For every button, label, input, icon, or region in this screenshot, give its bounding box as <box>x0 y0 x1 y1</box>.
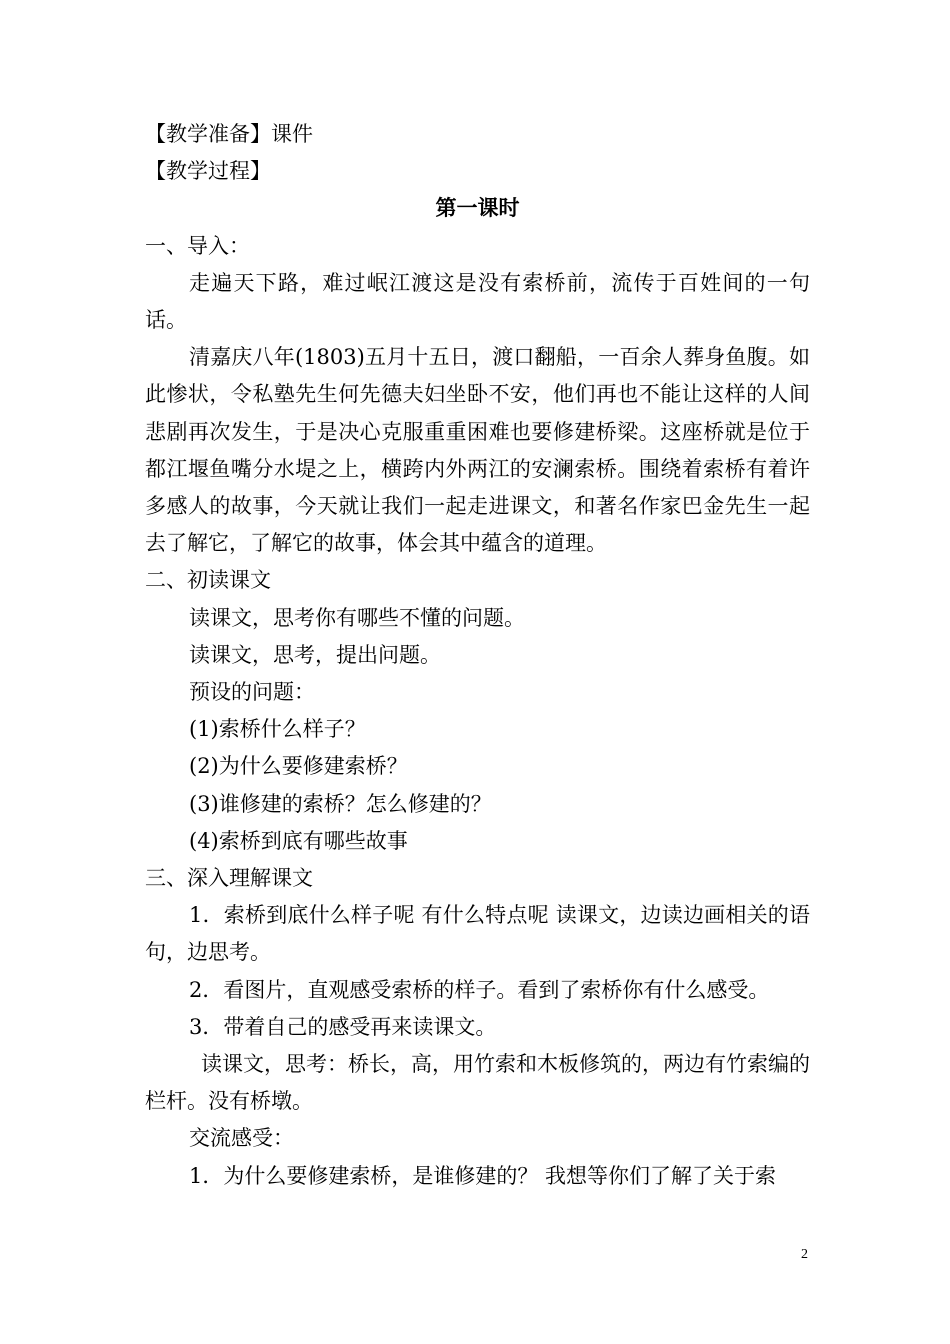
section-heading-first-reading: 二、初读课文 <box>145 568 271 593</box>
section-heading-intro: 一、导入： <box>145 233 250 258</box>
teaching-process-line: 【教学过程】 <box>145 159 271 184</box>
deep-reading-paragraph-6: 1．为什么要修建索桥，是谁修建的？ 我想等你们了解了关于索 <box>189 1163 777 1188</box>
teaching-prep-line: 【教学准备】课件 <box>145 122 313 146</box>
question-3: (3)谁修建的索桥？怎么修建的？ <box>189 791 492 816</box>
deep-reading-paragraph-3: 3．带着自己的感受再来读课文。 <box>189 1014 497 1039</box>
deep-reading-paragraph-1: 1．索桥到底什么样子呢 有什么特点呢 读课文，边读边画相关的语句，边思考。 <box>145 903 810 965</box>
first-reading-line-1: 读课文，思考你有哪些不懂的问题。 <box>189 605 525 630</box>
deep-reading-paragraph-4: 读课文，思考：桥长，高，用竹索和木板修筑的，两边有竹索编的栏杆。没有桥墩。 <box>145 1052 810 1114</box>
intro-paragraph-1: 走遍天下路，难过岷江渡这是没有索桥前，流传于百姓间的一句话。 <box>145 270 810 333</box>
page-number: 2 <box>801 1247 808 1262</box>
lesson-title: 第一课时 <box>435 196 520 221</box>
section-heading-deep-reading: 三、深入理解课文 <box>145 866 313 891</box>
question-4: (4)索桥到底有哪些故事 <box>189 828 408 853</box>
question-2: (2)为什么要修建索桥？ <box>189 754 408 779</box>
deep-reading-paragraph-5: 交流感受： <box>189 1126 294 1151</box>
deep-reading-paragraph-2: 2．看图片，直观感受索桥的样子。看到了索桥你有什么感受。 <box>189 977 770 1002</box>
first-reading-line-3: 预设的问题： <box>189 680 315 705</box>
question-1: (1)索桥什么样子？ <box>189 717 366 742</box>
first-reading-line-2: 读课文，思考，提出问题。 <box>189 642 441 667</box>
intro-paragraph-2: 清嘉庆八年(1803)五月十五日，渡口翻船，一百余人葬身鱼腹。如此惨状，令私塾先生何先德夫妇坐卧不安，他们再也不能让这样的人间悲剧再次发生，于是决心克服重重困难也要修建桥梁。这座桥就是位于都江堰鱼嘴分水堤之上，横跨内外两江的安澜索桥。围绕着索桥有着许多感人的故事，今天就让我们一起走进课文，和著名作家巴金先生一起去了解它，了解它的故事，体会其中蕴含的道理。 <box>145 345 810 556</box>
document-body <box>145 116 810 1195</box>
